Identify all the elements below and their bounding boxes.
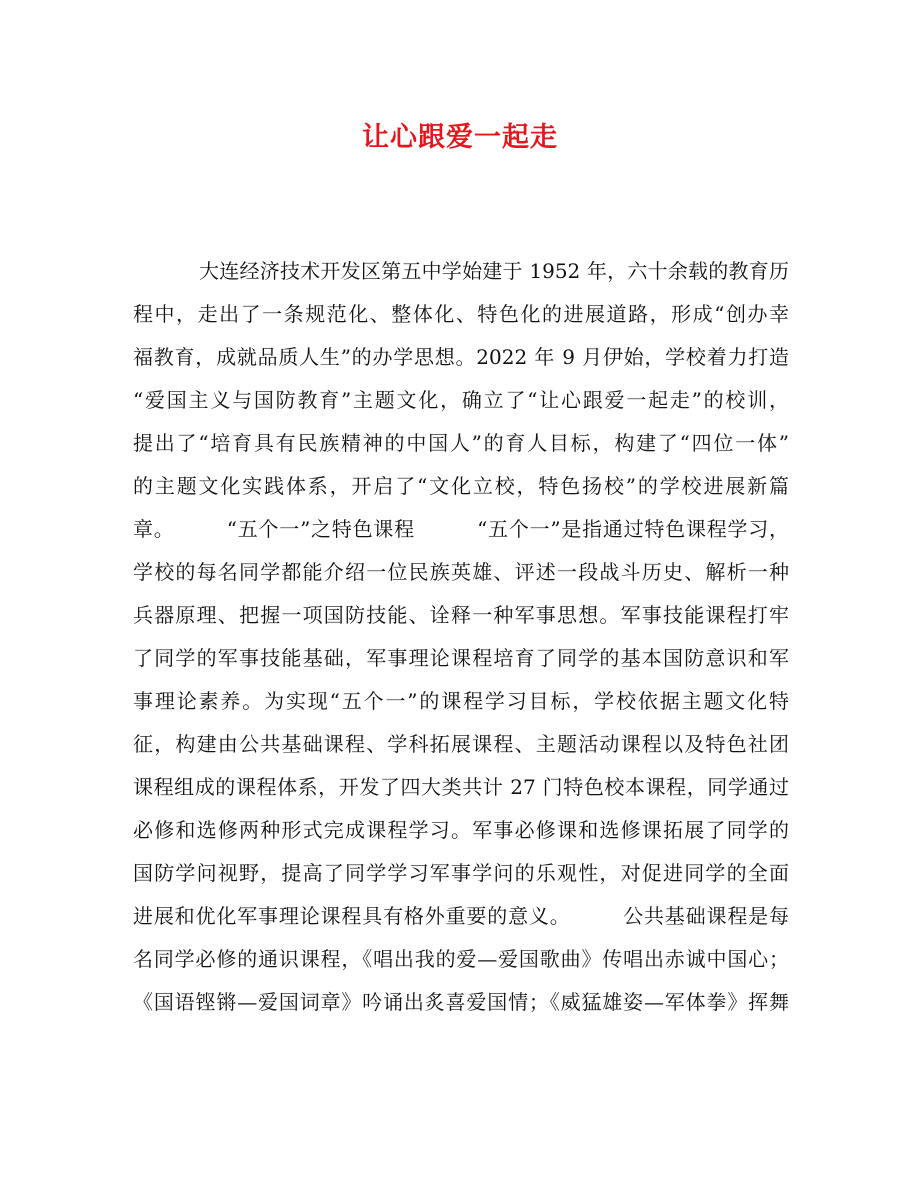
body-line: 《国语铿锵—爱国词章》吟诵出炙喜爱国情；《威猛雄姿—军体拳》挥舞 (133, 990, 789, 1014)
body-line: 程中，走出了一条规范化、整体化、特色化的进展道路，形成“创办幸 (133, 302, 789, 326)
body-line: 了同学的军事技能基础，军事理论课程培育了同学的基本国防意识和军 (133, 646, 789, 670)
body-line: 的主题文化实践体系，开启了“文化立校，特色扬校”的学校进展新篇 (133, 474, 789, 498)
body-line: 征，构建由公共基础课程、学科拓展课程、主题活动课程以及特色社团 (133, 732, 789, 756)
body-line: 章。 “五个一”之特色课程 “五个一”是指通过特色课程学习， (133, 517, 789, 541)
body-line: 进展和优化军事理论课程具有格外重要的意义。 公共基础课程是每 (133, 904, 789, 928)
body-line: “爱国主义与国防教育”主题文化，确立了“让心跟爱一起走”的校训， (133, 388, 789, 412)
document-title: 让心跟爱一起走 (362, 122, 558, 153)
document-body (133, 250, 789, 1024)
body-line: 必修和选修两种形式完成课程学习。军事必修课和选修课拓展了同学的 (133, 818, 789, 842)
body-line: 大连经济技术开发区第五中学始建于 1952 年，六十余载的教育历 (199, 259, 789, 283)
body-line: 提出了“培育具有民族精神的中国人”的育人目标，构建了“四位一体” (133, 431, 789, 455)
body-line: 课程组成的课程体系，开发了四大类共计 27 门特色校本课程，同学通过 (133, 775, 789, 799)
body-line: 兵器原理、把握一项国防技能、诠释一种军事思想。军事技能课程打牢 (133, 603, 789, 627)
body-line: 名同学必修的通识课程，《唱出我的爱—爱国歌曲》传唱出赤诚中国心； (133, 947, 789, 971)
body-line: 事理论素养。为实现“五个一”的课程学习目标，学校依据主题文化特 (133, 689, 789, 713)
body-line: 福教育，成就品质人生”的办学思想。2022 年 9 月伊始，学校着力打造 (133, 345, 789, 369)
body-line: 国防学问视野，提高了同学学习军事学问的乐观性，对促进同学的全面 (133, 861, 789, 885)
body-line: 学校的每名同学都能介绍一位民族英雄、评述一段战斗历史、解析一种 (133, 560, 789, 584)
